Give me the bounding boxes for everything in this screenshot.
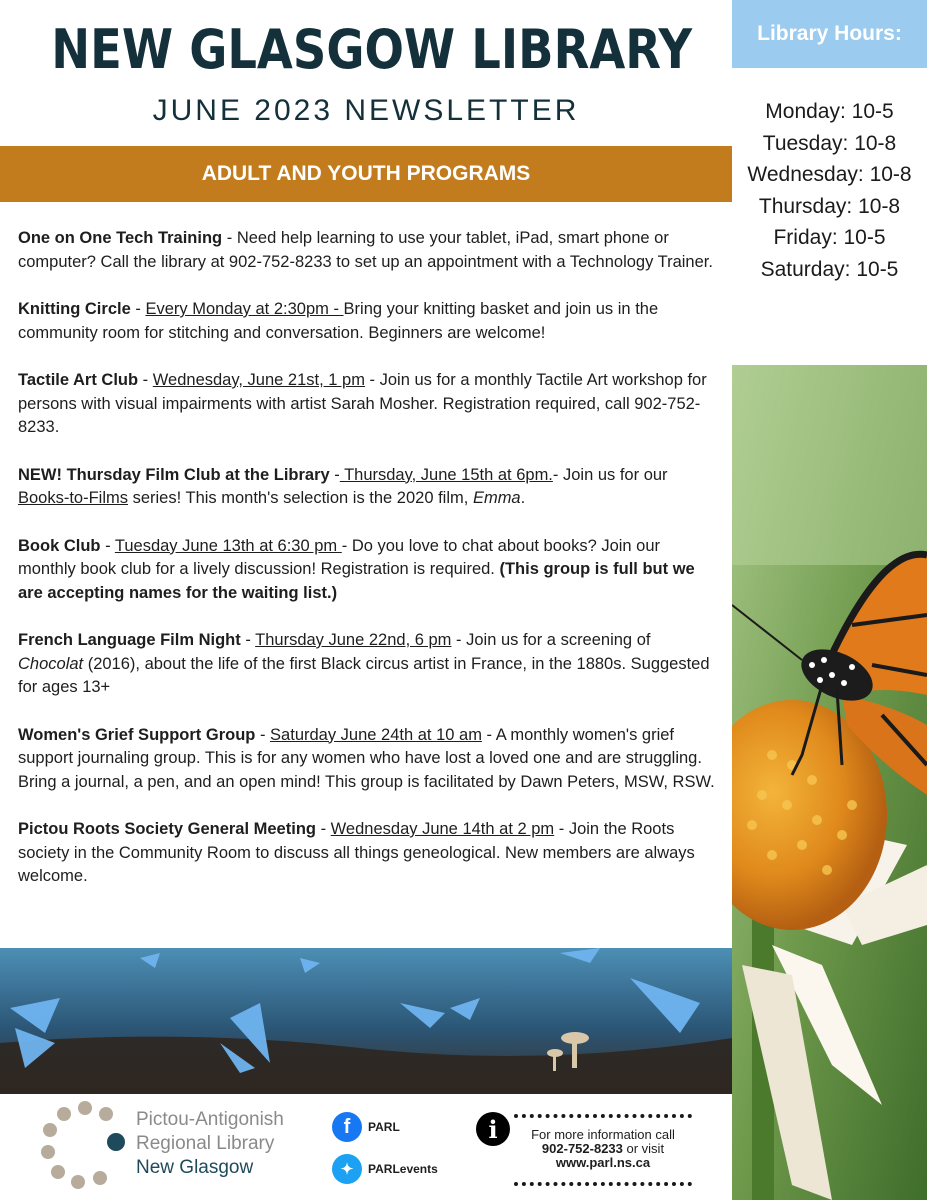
contact-info: For more information call 902-752-8233 or visit www.parl.ns.ca — [531, 1127, 675, 1170]
facebook-link[interactable]: f PARL — [332, 1112, 400, 1142]
parl-logo — [40, 1100, 130, 1190]
hours-monday: Monday: 10-5 — [765, 100, 894, 123]
section-banner: ADULT AND YOUTH PROGRAMS — [0, 146, 732, 202]
program-title: Women's Grief Support Group — [18, 725, 256, 744]
website-link[interactable]: www.parl.ns.ca — [555, 1155, 651, 1170]
program-tech-training: One on One Tech Training - Need help learning to use your tablet, iPad, smart phone or computer? Call the library at 902-752-8233 to set up an appointment with a Technology Trainer. — [18, 229, 713, 271]
hours-thursday: Thursday: 10-8 — [758, 194, 901, 218]
program-title: NEW! Thursday Film Club at the Library — [18, 465, 330, 484]
program-title: Pictou Roots Society General Meeting — [18, 820, 316, 838]
program-date: Saturday June 24th at 10 am — [270, 725, 482, 744]
program-date: Wednesday June 14th at 2 pm — [330, 820, 555, 838]
program-roots-society: Pictou Roots Society General Meeting - Wednesday June 14th at 2 pm - Join the Roots society in the Community Room to discuss all things geneological. New members are always welcome. — [18, 820, 695, 885]
contact-phone[interactable]: 902-752-8233 — [541, 1141, 623, 1156]
program-grief-support: Women's Grief Support Group - Saturday June 24th at 10 am - A monthly women's grief support journaling group. This is for any women who have lost a loved one and are struggling. Bring a journal, a pen, and an open mind! This group is facilitated by Dawn Peters, MSW, RSW. — [18, 725, 715, 791]
program-french-film: French Language Film Night - Thursday June 22nd, 6 pm - Join us for a screening of Chocolat (2016), about the life of the first Black circus artist in France, in the 1880s. Suggested for ages 13+ — [18, 631, 710, 696]
dotted-divider — [514, 1182, 692, 1186]
hours-friday: Friday: 10-5 — [773, 226, 886, 249]
hours-wednesday: Wednesday: 10-8 — [747, 163, 912, 186]
library-hours-list — [732, 96, 927, 285]
program-film-club: NEW! Thursday Film Club at the Library - Thursday, June 15th at 6pm.- Join us for our Books-to-Films series! This month's selection is the 2020 film, Emma. — [18, 465, 668, 507]
library-name: Pictou-Antigonish Regional Library New Glasgow — [136, 1109, 284, 1178]
program-title: Book Club — [18, 536, 101, 555]
library-hours-heading: Library Hours: — [732, 0, 927, 68]
program-title: One on One Tech Training — [18, 229, 223, 247]
dotted-divider — [514, 1114, 692, 1118]
butterfly-flower-photo — [732, 365, 927, 1200]
program-book-club: Book Club - Tuesday June 13th at 6:30 pm - Do you love to chat about books? Join our monthly book club for a lively discussion! Registration is required. (This group is full but we are accepting names for the waiting list.) — [18, 536, 695, 602]
program-list — [18, 227, 720, 913]
program-tactile-art: Tactile Art Club - Wednesday, June 21st, 1 pm - Join us for a monthly Tactile Art workshop for persons with visual impairments with artist Sarah Mosher. Registration required, call 902-752-8233. — [18, 371, 707, 436]
program-title: French Language Film Night — [18, 631, 241, 649]
hours-tuesday: Tuesday: 10-8 — [762, 131, 897, 155]
program-date: Every Monday at 2:30pm - — [145, 300, 344, 318]
program-date: Thursday June 22nd, 6 pm — [255, 631, 452, 649]
program-title: Tactile Art Club — [18, 371, 139, 389]
program-knitting-circle: Knitting Circle - Every Monday at 2:30pm - Bring your knitting basket and join us in the community room for stitching and conversation. Beginners are welcome! — [18, 300, 659, 342]
twitter-link[interactable]: ✦ PARLevents — [332, 1154, 438, 1184]
program-title: Knitting Circle — [18, 300, 131, 318]
newsletter-subtitle: JUNE 2023 NEWSLETTER — [152, 94, 580, 127]
newsletter-title: NEW GLASGOW LIBRARY — [51, 18, 693, 81]
program-date: Wednesday, June 21st, 1 pm — [152, 371, 365, 389]
twitter-icon: ✦ — [332, 1154, 362, 1184]
info-icon: i — [476, 1112, 510, 1146]
blue-butterflies-photo — [0, 948, 732, 1094]
program-date: Tuesday June 13th at 6:30 pm — [114, 536, 342, 555]
waiting-list-note: (This group is full but we are accepting names for the waiting list.) — [18, 560, 695, 602]
books-to-films-link[interactable]: Books-to-Films — [18, 489, 129, 507]
hours-saturday: Saturday: 10-5 — [760, 257, 899, 281]
facebook-icon: f — [332, 1112, 362, 1142]
program-date: Thursday, June 15th at 6pm. — [339, 465, 553, 484]
library-branch: New Glasgow — [136, 1157, 254, 1178]
